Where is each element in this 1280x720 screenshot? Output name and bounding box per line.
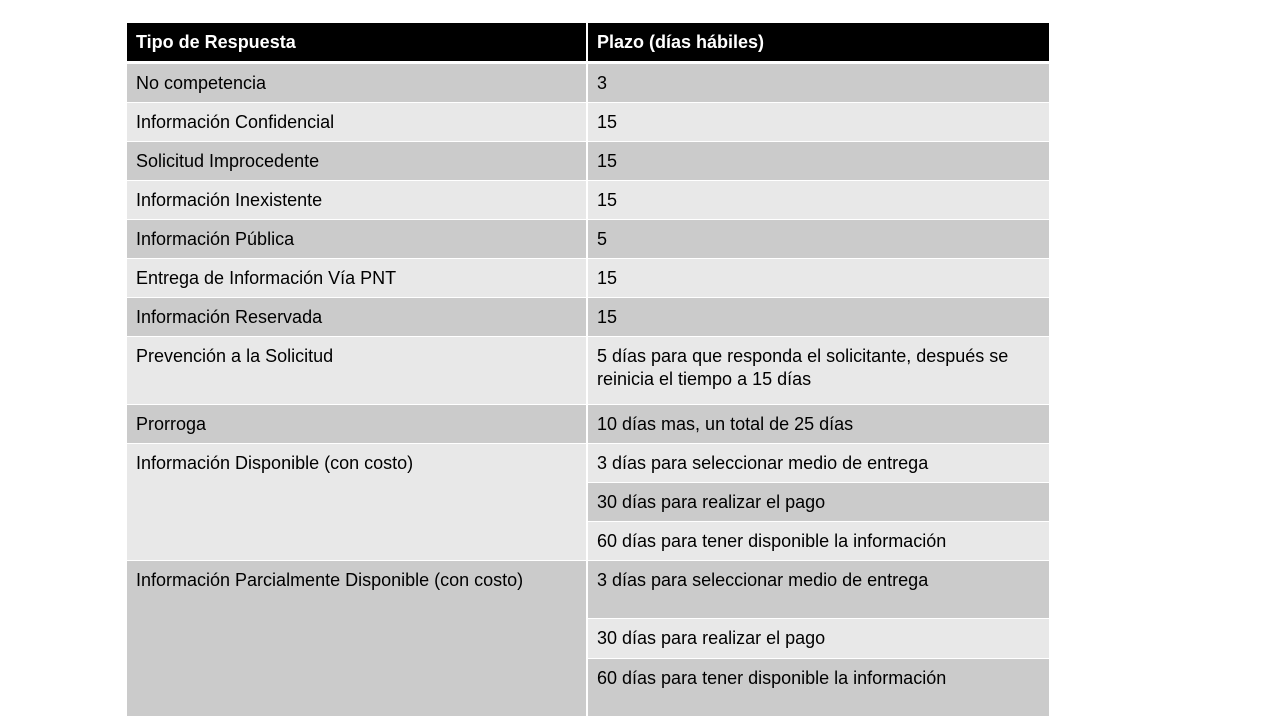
table-row-group-disponible: [126, 444, 1050, 483]
tipo-cell: Información Inexistente: [126, 181, 587, 220]
plazo-cell: 15: [587, 298, 1050, 337]
plazo-cell: 3: [587, 63, 1050, 103]
table-row: [126, 405, 1050, 444]
tipo-cell: Prevención a la Solicitud: [126, 337, 587, 405]
tipo-cell: Prorroga: [126, 405, 587, 444]
response-deadline-table: [125, 23, 1051, 717]
plazo-cell: 5: [587, 220, 1050, 259]
plazo-cell: 3 días para seleccionar medio de entrega: [587, 444, 1050, 483]
table-row: [126, 63, 1050, 103]
plazo-cell: 5 días para que responda el solicitante, después se reinicia el tiempo a 15 días: [587, 337, 1050, 405]
tipo-cell: Entrega de Información Vía PNT: [126, 259, 587, 298]
table-row: [126, 142, 1050, 181]
tipo-cell: Solicitud Improcedente: [126, 142, 587, 181]
tipo-cell-disponible: Información Disponible (con costo): [126, 444, 587, 561]
plazo-cell: 30 días para realizar el pago: [587, 483, 1050, 522]
plazo-cell: 10 días mas, un total de 25 días: [587, 405, 1050, 444]
table-row: [126, 337, 1050, 405]
plazo-cell: 60 días para tener disponible la información: [587, 522, 1050, 561]
tipo-cell: No competencia: [126, 63, 587, 103]
plazo-cell: 15: [587, 103, 1050, 142]
header-plazo: Plazo (días hábiles): [587, 23, 1050, 63]
plazo-cell: 3 días para seleccionar medio de entrega: [587, 561, 1050, 619]
plazo-cell: 60 días para tener disponible la información: [587, 659, 1050, 717]
header-tipo-respuesta: Tipo de Respuesta: [126, 23, 587, 63]
plazo-cell: 15: [587, 259, 1050, 298]
tipo-cell: Información Reservada: [126, 298, 587, 337]
tipo-cell: Información Confidencial: [126, 103, 587, 142]
tipo-cell: Información Pública: [126, 220, 587, 259]
table-row: [126, 259, 1050, 298]
table-row: [126, 298, 1050, 337]
table-row: [126, 220, 1050, 259]
table-row: [126, 181, 1050, 220]
plazo-cell: 15: [587, 181, 1050, 220]
table-row-group-parcial: [126, 561, 1050, 619]
table-row: [126, 103, 1050, 142]
plazo-cell: 30 días para realizar el pago: [587, 619, 1050, 659]
table-header-row: [126, 23, 1050, 63]
tipo-cell-parcial: Información Parcialmente Disponible (con costo): [126, 561, 587, 717]
plazo-cell: 15: [587, 142, 1050, 181]
